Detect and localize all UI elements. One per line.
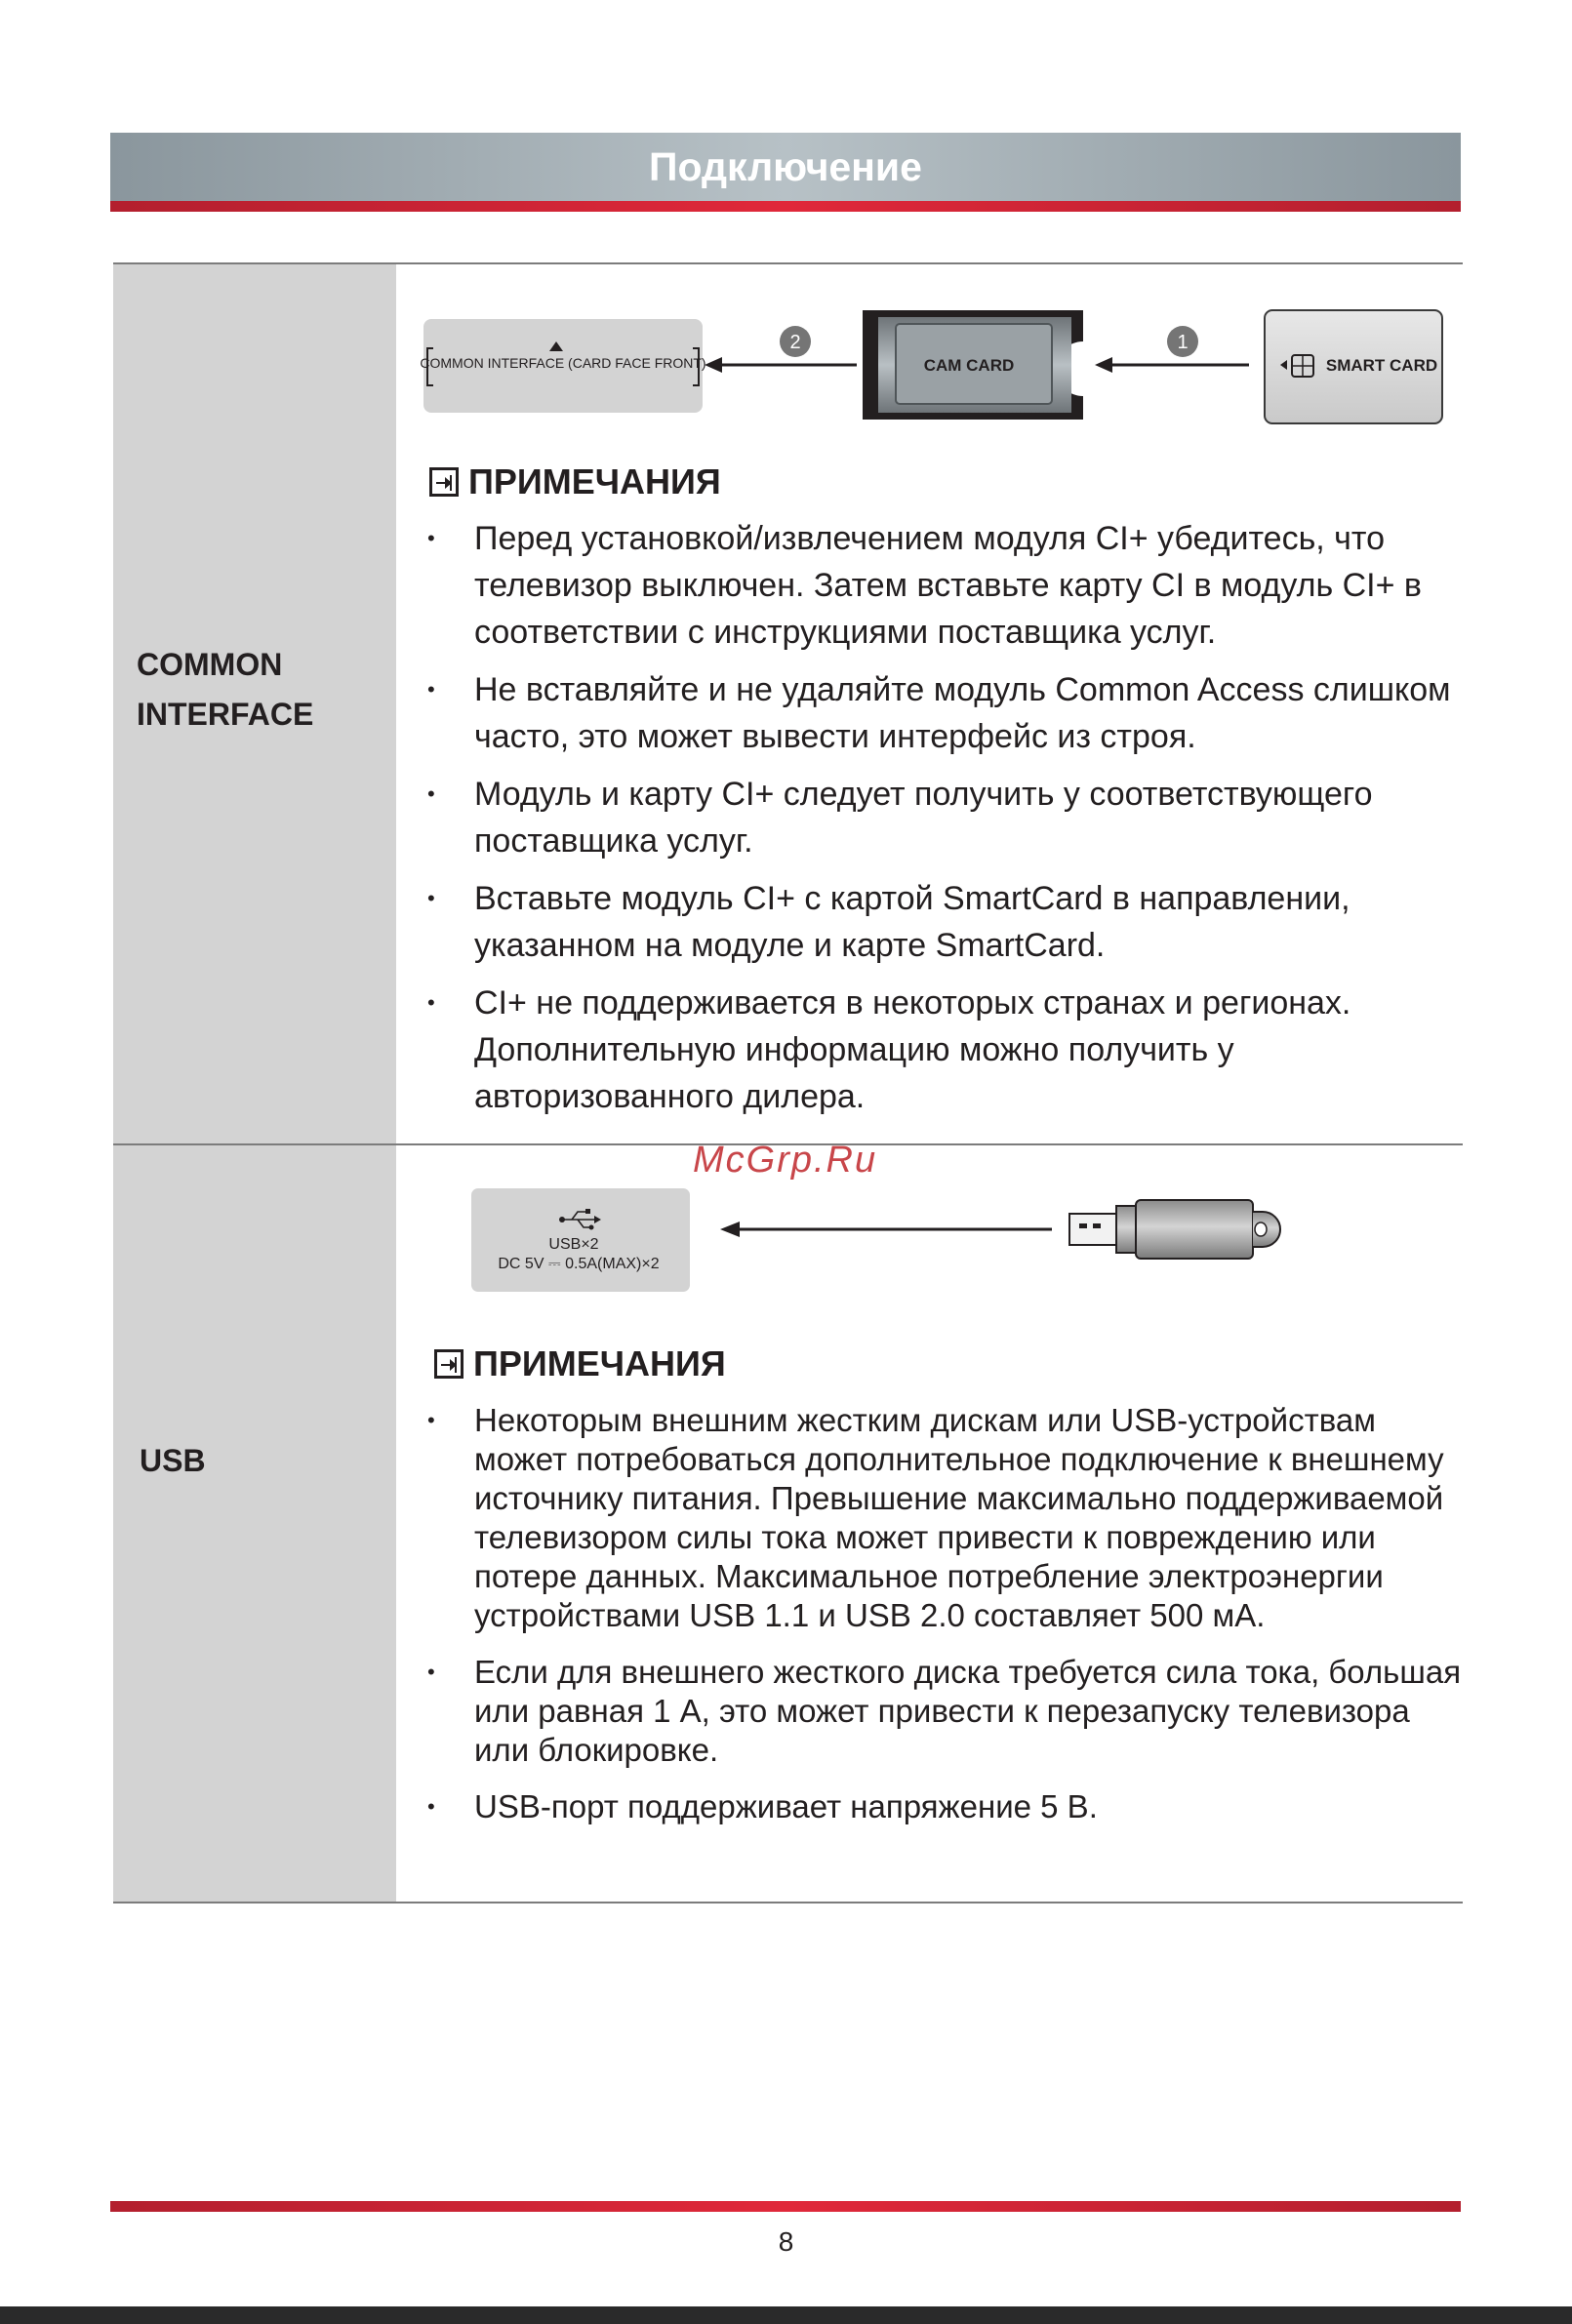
- page-title: Подключение: [649, 144, 922, 189]
- common-interface-label-line2: INTERFACE: [137, 697, 314, 732]
- ci-note-item: • Модуль и карту CI+ следует получить у соответствующего поставщика услуг.: [427, 771, 1462, 864]
- bottom-edge-bar: [0, 2306, 1572, 2324]
- note-icon: [429, 467, 459, 497]
- footer-accent-bar: [110, 2201, 1461, 2212]
- cam-card: [863, 310, 1083, 420]
- ci-note-item: • Не вставляйте и не удаляйте модуль Common Access слишком часто, это может вывести интерфейс из строя.: [427, 666, 1462, 760]
- ci-slot: [420, 319, 705, 413]
- ci-note-item: • CI+ не поддерживается в некоторых странах и регионах. Дополнительную информацию можно получить у авторизованного дилера.: [427, 980, 1462, 1120]
- watermark: McGrp.Ru: [693, 1140, 878, 1181]
- page-number: 8: [778, 2226, 794, 2257]
- common-interface-label-line1: COMMON: [137, 647, 283, 682]
- usb-note-item: • USB-порт поддерживает напряжение 5 В.: [427, 1787, 1462, 1826]
- header-band: [110, 133, 1461, 201]
- arrow-left-icon: [720, 1222, 740, 1237]
- ci-note-item: • Вставьте модуль CI+ с картой SmartCard в направлении, указанном на модуле и карте SmartCard.: [427, 875, 1462, 969]
- ci-note-item: • Перед установкой/извлечением модуля CI+ убедитесь, что телевизор выключен. Затем вставьте карту CI в модуль CI+ в соответствии с инструкциями поставщика услуг.: [427, 515, 1462, 656]
- ci-notes-title: ПРИМЕЧАНИЯ: [468, 461, 721, 501]
- usb-notes-heading: [434, 1343, 726, 1384]
- slot-label: COMMON INTERFACE (CARD FACE FRONT): [420, 355, 706, 371]
- usb-port: [471, 1188, 690, 1292]
- note-icon: [434, 1349, 464, 1379]
- arrow-left-icon: [705, 357, 722, 373]
- ci-notes-heading: [429, 461, 721, 502]
- common-interface-label: [137, 640, 313, 740]
- step-1-number: 1: [1177, 332, 1189, 353]
- usb-label-cell: [113, 1145, 396, 1902]
- table-bottom-border: [113, 1902, 1463, 1903]
- smart-card-label: SMART CARD: [1325, 356, 1438, 375]
- usb-notes-title: ПРИМЕЧАНИЯ: [473, 1343, 726, 1383]
- cam-card-label: CAM CARD: [923, 356, 1015, 375]
- usb-notes-list: [427, 1401, 1462, 1844]
- ci-notes-list: [427, 515, 1462, 1131]
- usb-label: USB: [140, 1443, 206, 1478]
- usb-power-label: DC 5V ⎓ 0.5A(MAX)×2: [498, 1256, 660, 1272]
- usb-note-item: • Если для внешнего жесткого диска требуется сила тока, большая или равная 1 А, это может привести к перезапуску телевизора или блокировке.: [427, 1653, 1462, 1770]
- usb-port-label: USB×2: [548, 1236, 599, 1253]
- arrow-left-icon: [1095, 357, 1112, 373]
- header-accent-bar: [110, 201, 1461, 212]
- usb-note-item: • Некоторым внешним жестким дискам или USB-устройствам может потребоваться дополнительное подключение к внешнему источнику питания. Превышение максимально поддерживаемой телевизором силы тока может привести к повреждению или потере данных. Максимальное потребление электроэнергии устройствами USB 1.1 и USB 2.0 составляет 500 мА.: [427, 1401, 1462, 1635]
- smart-card: [1265, 310, 1442, 423]
- step-2-number: 2: [789, 332, 801, 353]
- usb-diagram: [468, 1186, 1288, 1294]
- usb-stick-icon: [1069, 1200, 1280, 1259]
- ci-insertion-diagram: [420, 302, 1454, 429]
